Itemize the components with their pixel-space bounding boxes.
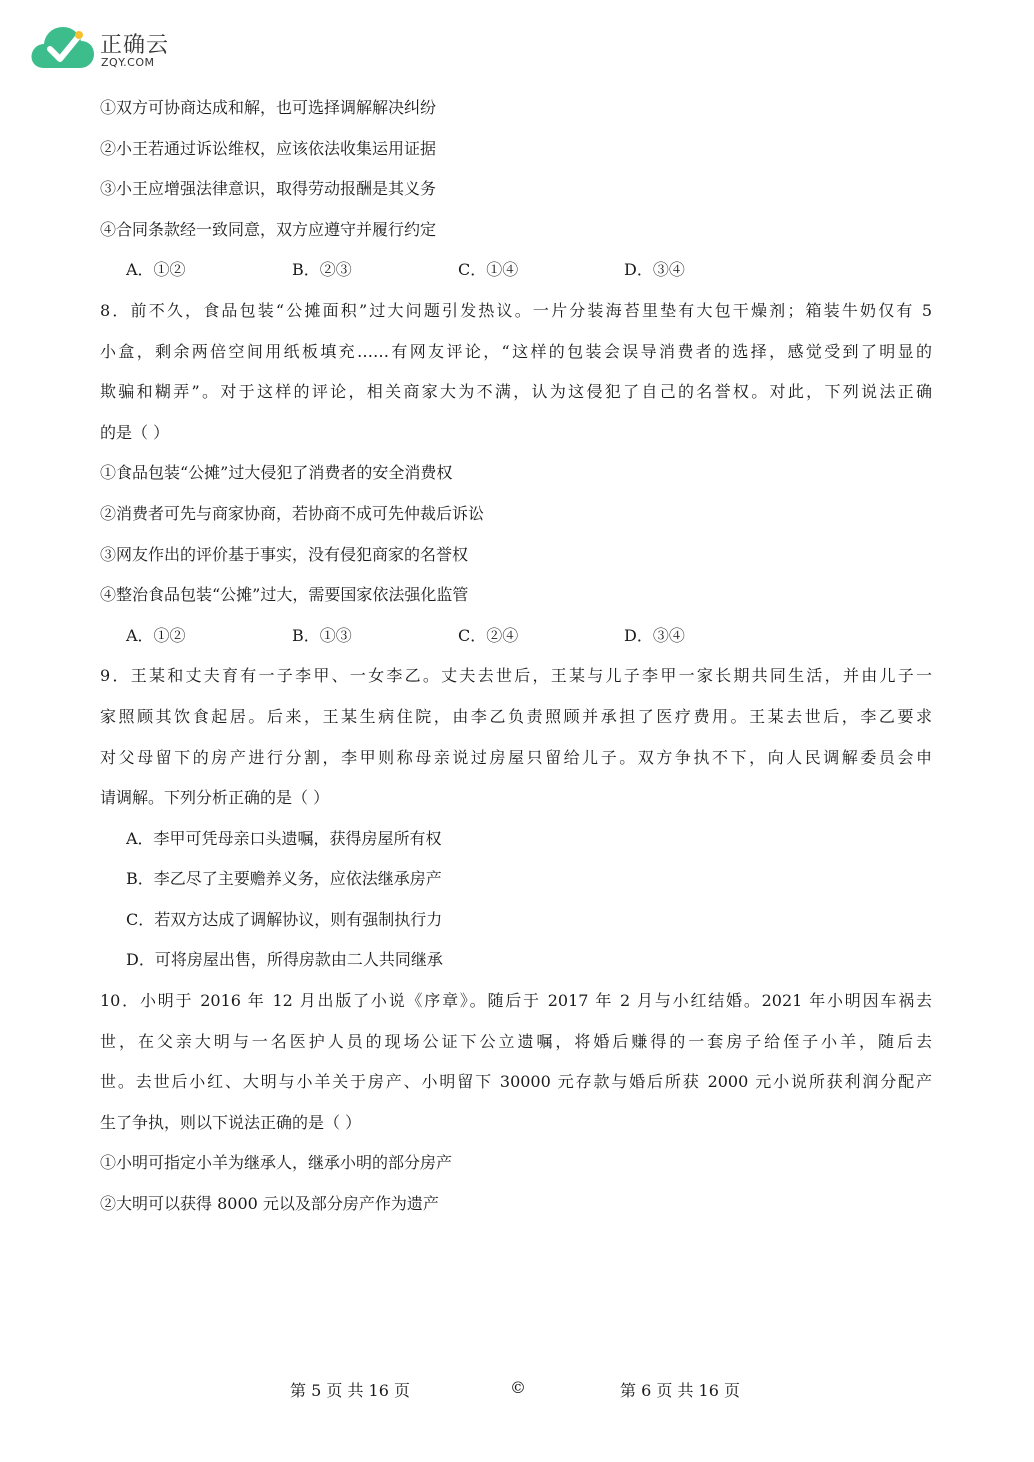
- answer-options: [100, 616, 932, 657]
- statement-4: ④合同条款经一致同意，双方应遵守并履行约定: [100, 219, 437, 239]
- option-b: B．②③: [292, 260, 352, 280]
- cloud-check-icon: [30, 22, 96, 72]
- option-a: A．①②: [126, 260, 186, 280]
- statement-1: ①双方可协商达成和解，也可选择调解解决纠纷: [100, 98, 437, 117]
- question-8: [100, 291, 932, 656]
- brand-domain: ZQY.COM: [101, 56, 155, 69]
- question-10: [100, 981, 932, 1225]
- question-7-continued: [100, 88, 932, 291]
- question-stem-line: 的是（ ）: [100, 422, 170, 442]
- option-a: A．①②: [126, 625, 186, 645]
- option-d: D．③④: [624, 625, 685, 645]
- option-c: C．①④: [458, 260, 519, 280]
- statement-3: ③小王应增强法律意识，取得劳动报酬是其义务: [100, 179, 437, 199]
- option-d: D．③④: [624, 260, 685, 280]
- question-stem-line: 请调解。下列分析正确的是（ ）: [100, 788, 330, 808]
- option-c: C．若双方达成了调解协议，则有强制执行力: [126, 909, 443, 929]
- question-stem-line: 世。去世后小红、大明与小羊关于房产、小明留下 30000 元存款与婚后所获 2000 元小说所获利润分配产: [100, 1072, 932, 1092]
- statement-4: ④整治食品包装“公摊”过大，需要国家依法强化监管: [100, 585, 469, 605]
- question-9: [100, 656, 932, 981]
- statement-2: ②消费者可先与商家协商，若协商不成可先仲裁后诉讼: [100, 503, 485, 523]
- statement-1: ①食品包装“公摊”过大侵犯了消费者的安全消费权: [100, 463, 453, 483]
- question-stem-line: 生了争执，则以下说法正确的是（ ）: [100, 1112, 362, 1132]
- document-body: [100, 88, 932, 1225]
- brand-logo: [30, 22, 190, 76]
- option-a: A．李甲可凭母亲口头遗嘱，获得房屋所有权: [126, 828, 442, 848]
- statement-3: ③网友作出的评价基于事实，没有侵犯商家的名誉权: [100, 544, 469, 564]
- option-b: B．①③: [292, 625, 352, 645]
- question-stem-line: 9．王某和丈夫育有一子李甲、一女李乙。丈夫去世后，王某与儿子李甲一家长期共同生活，并由儿子一: [100, 666, 932, 686]
- question-stem-line: 小盒，剩余两倍空间用纸板填充……有网友评论，“这样的包装会误导消费者的选择，感觉受到了明显的: [100, 341, 932, 361]
- statement-2: ②大明可以获得 8000 元以及部分房产作为遗产: [100, 1194, 439, 1214]
- question-stem-line: 10．小明于 2016 年 12 月出版了小说《序章》。随后于 2017 年 2 月与小红结婚。2021 年小明因车祸去: [100, 991, 932, 1011]
- page-number-left: 第 5 页 共 16 页: [290, 1381, 410, 1400]
- question-stem-line: 世，在父亲大明与一名医护人员的现场公证下公立遗嘱，将婚后赚得的一套房子给侄子小羊，随后去: [100, 1031, 932, 1051]
- statement-2: ②小王若通过诉讼维权，应该依法收集运用证据: [100, 138, 437, 158]
- option-c: C．②④: [458, 625, 519, 645]
- option-d: D．可将房屋出售，所得房款由二人共同继承: [126, 950, 443, 970]
- page-number-right: 第 6 页 共 16 页: [620, 1381, 740, 1400]
- option-b: B．李乙尽了主要赡养义务，应依法继承房产: [126, 869, 442, 889]
- brand-name: 正确云: [100, 33, 170, 58]
- answer-options: [100, 250, 932, 291]
- question-stem-line: 8．前不久，食品包装“公摊面积”过大问题引发热议。一片分装海苔里垫有大包干燥剂；箱装牛奶仅有 5: [100, 300, 932, 320]
- question-stem-line: 欺骗和糊弄”。对于这样的评论，相关商家大为不满，认为这侵犯了自己的名誉权。对此，下列说法正确: [100, 382, 932, 402]
- statement-1: ①小明可指定小羊为继承人，继承小明的部分房产: [100, 1153, 453, 1173]
- question-stem-line: 对父母留下的房产进行分割，李甲则称母亲说过房屋只留给儿子。双方争执不下，向人民调解委员会申: [100, 747, 932, 767]
- page-footer: [0, 1378, 1034, 1402]
- question-stem-line: 家照顾其饮食起居。后来，王某生病住院，由李乙负责照顾并承担了医疗费用。王某去世后，李乙要求: [100, 706, 932, 726]
- copyright-mark: ©: [510, 1378, 526, 1397]
